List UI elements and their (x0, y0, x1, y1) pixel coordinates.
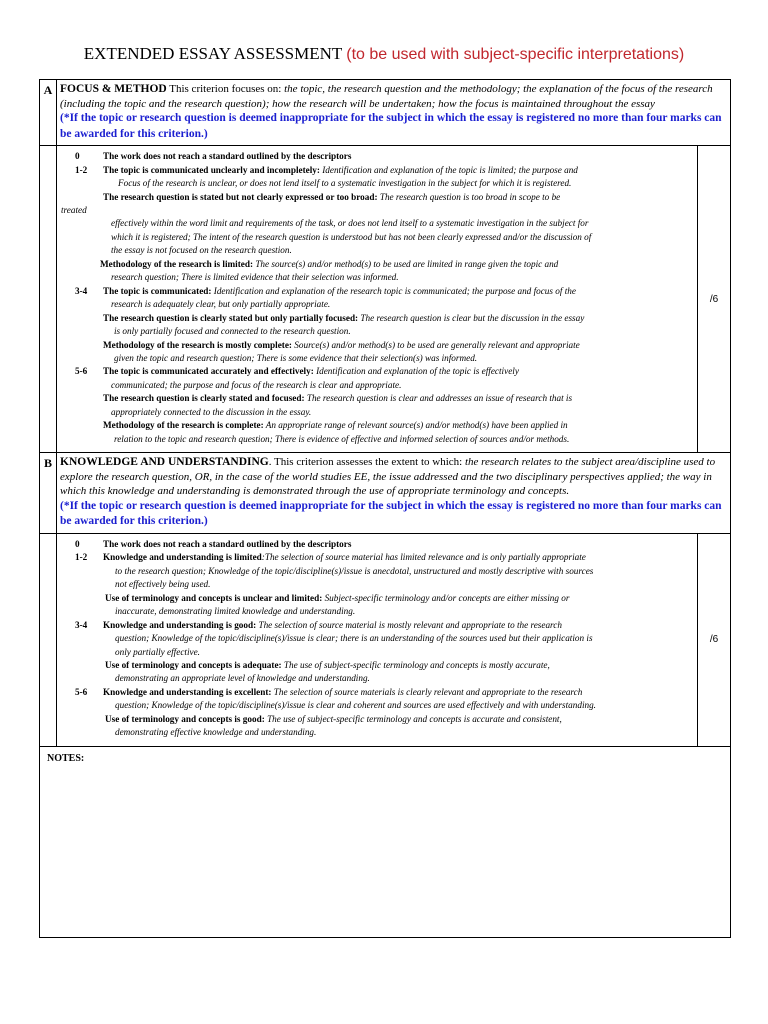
criterion-b-heading: KNOWLEDGE AND UNDERSTANDING (60, 456, 269, 469)
criterion-a-descriptors (57, 146, 698, 453)
criterion-a-score[interactable]: /6 (697, 146, 730, 453)
a-band-3-4-line: research is adequately clear, but only partially appropriate. (111, 299, 331, 310)
a-band-3-4-method-line: given the topic and research question; There is some evidence that their selection(s) was informed. (114, 352, 478, 363)
page-title (0, 44, 768, 64)
a-band-0: 0 The work does not reach a standard outlined by the descriptors (75, 151, 352, 162)
b-band-5-6-terminology: Use of terminology and concepts is good: The use of subject-specific terminology and concepts is accurate and consistent, (105, 713, 562, 724)
a-band-1-2-rq-line: which it is registered; The intent of the research question is understood but has not been clearly expressed and/or the discussion of (111, 231, 592, 242)
criterion-b-descriptors-row (40, 533, 731, 746)
criterion-a-heading: FOCUS & METHOD (60, 83, 167, 95)
b-band-5-6-terminology-line: demonstrating effective knowledge and understanding. (115, 727, 317, 738)
b-band-0: 0 The work does not reach a standard outlined by the descriptors (75, 538, 352, 549)
b-band-3-4-line: only partially effective. (115, 646, 200, 657)
criterion-b-letter: B (40, 453, 57, 534)
a-band-5-6-rq-line: appropriately connected to the discussion in the essay. (111, 406, 312, 417)
a-band-3-4-rq: The research question is clearly stated but only partially focused: The research question is clear but the discussion in the essay (103, 312, 585, 323)
b-band-1-2-line: to the research question; Knowledge of the topic/discipline(s)/issue is anecdotal, unstructured and mostly descriptive with sources (115, 565, 594, 576)
criterion-b-description (57, 453, 731, 534)
criterion-b-blank-cell (40, 533, 57, 746)
a-band-5-6-method-line: relation to the topic and research question; There is evidence of effective and informed selection of sources and/or methods. (114, 433, 570, 444)
a-band-1-2-line: Focus of the research is unclear, or does not lend itself to a systematic investigation in the subject for which it is registered. (118, 178, 572, 189)
b-band-3-4: 3-4 Knowledge and understanding is good: The selection of source material is mostly relevant and appropriate to the research (75, 619, 562, 630)
criterion-a-intro: This criterion focuses on: (166, 83, 285, 95)
b-band-1-2: 1-2 Knowledge and understanding is limited:The selection of source material has limited relevance and is only partially appropriate (75, 552, 586, 563)
a-band-3-4-method: Methodology of the research is mostly complete: Source(s) and/or method(s) to be used are generally relevant and appropriate (103, 339, 580, 350)
a-band-5-6-method: Methodology of the research is complete: An appropriate range of relevant source(s) and/or method(s) have been applied in (103, 420, 568, 431)
criterion-a-warning: (*If the topic or research question is deemed inappropriate for the subject in which the essay is registered no more than four marks can be awarded for this criterion.) (60, 112, 722, 140)
notes-row (40, 746, 731, 937)
a-band-1-2-rq-line: effectively within the word limit and requirements of the task, or does not lend itself to a systematic investigation in the subject for (111, 218, 589, 229)
criterion-a-header-row (40, 80, 731, 146)
a-band-3-4-rq-line: is only partially focused and connected to the research question. (114, 326, 351, 337)
notes-label: NOTES: (47, 752, 85, 764)
criterion-b-descriptors (57, 533, 698, 746)
a-band-1-2-rq: The research question is stated but not clearly expressed or too broad: The research question is too broad in scope to be (103, 191, 561, 202)
b-band-1-2-terminology: Use of terminology and concepts is unclear and limited: Subject-specific terminology and/or concepts are either missing or (105, 592, 570, 603)
b-band-5-6: 5-6 Knowledge and understanding is excellent: The selection of source materials is clearly relevant and appropriate to the research (75, 686, 583, 697)
a-band-1-2: 1-2 The topic is communicated unclearly and incompletely: Identification and explanation of the topic is limited; the purpose and (75, 164, 578, 175)
a-band-3-4: 3-4 The topic is communicated: Identification and explanation of the research topic is communicated; the purpose and focus of the (75, 285, 576, 296)
notes-area[interactable] (40, 746, 731, 937)
b-band-1-2-line: not effectively being used. (115, 579, 211, 590)
b-band-5-6-line: question; Knowledge of the topic/discipline(s)/issue is clear and coherent and sources are used effectively and with understanding. (115, 700, 596, 711)
a-band-5-6: 5-6 The topic is communicated accurately and effectively: Identification and explanation of the topic is effectively (75, 366, 519, 377)
b-band-1-2-terminology-line: inaccurate, demonstrating limited knowledge and understanding. (115, 606, 356, 617)
criterion-b-warning: (*If the topic or research question is deemed inappropriate for the subject in which the essay is registered no more than four marks can be awarded for this criterion.) (60, 499, 722, 528)
criterion-a-blank-cell (40, 146, 57, 453)
a-band-1-2-rq-line: treated (61, 205, 87, 215)
b-band-3-4-terminology-line: demonstrating an appropriate level of knowledge and understanding. (115, 673, 370, 684)
assessment-table (39, 79, 731, 938)
a-band-1-2-method: Methodology of the research is limited: The source(s) and/or method(s) to be used are limited in range given the topic and (100, 258, 559, 269)
a-band-5-6-line: communicated; the purpose and focus of the research is clear and appropriate. (111, 379, 402, 390)
criterion-a-intro-italic: the topic, the research question and the methodology; the explanation of the focus of the research (including the topic and the research question); how the research will be undertaken; how the focus is maintained throughout the essay (60, 83, 713, 110)
criterion-a-descriptors-row (40, 146, 731, 453)
title-main: EXTENDED ESSAY ASSESSMENT (83, 44, 342, 63)
title-subtitle: (to be used with subject-specific interpretations) (346, 46, 685, 63)
a-band-5-6-rq: The research question is clearly stated and focused: The research question is clear and addresses an issue of research that is (103, 393, 573, 404)
b-band-3-4-line: question; Knowledge of the topic/discipline(s)/issue is clear; there is an understanding of the sources used but their application is (115, 633, 593, 644)
criterion-b-intro: . This criterion assesses the extent to which: (268, 456, 465, 469)
criterion-b-header-row (40, 453, 731, 534)
a-band-1-2-rq-line: the essay is not focused on the research question. (111, 245, 292, 256)
criterion-b-intro-italic: the research relates to the subject area/discipline used to explore the research question, OR, in the case of the world studies EE, the issue addressed and the two disciplinary perspectives applied; the way in which this knowledge and understanding is demonstrated through the use of appropriate terminology and concepts. (60, 456, 716, 498)
criterion-a-letter: A (40, 80, 57, 146)
a-band-1-2-method-line: research question; There is limited evidence that their selection was informed. (111, 272, 399, 283)
criterion-b-score[interactable]: /6 (697, 533, 730, 746)
criterion-a-description (57, 80, 731, 146)
b-band-3-4-terminology: Use of terminology and concepts is adequate: The use of subject-specific terminology and concepts is mostly accurate, (105, 660, 550, 671)
